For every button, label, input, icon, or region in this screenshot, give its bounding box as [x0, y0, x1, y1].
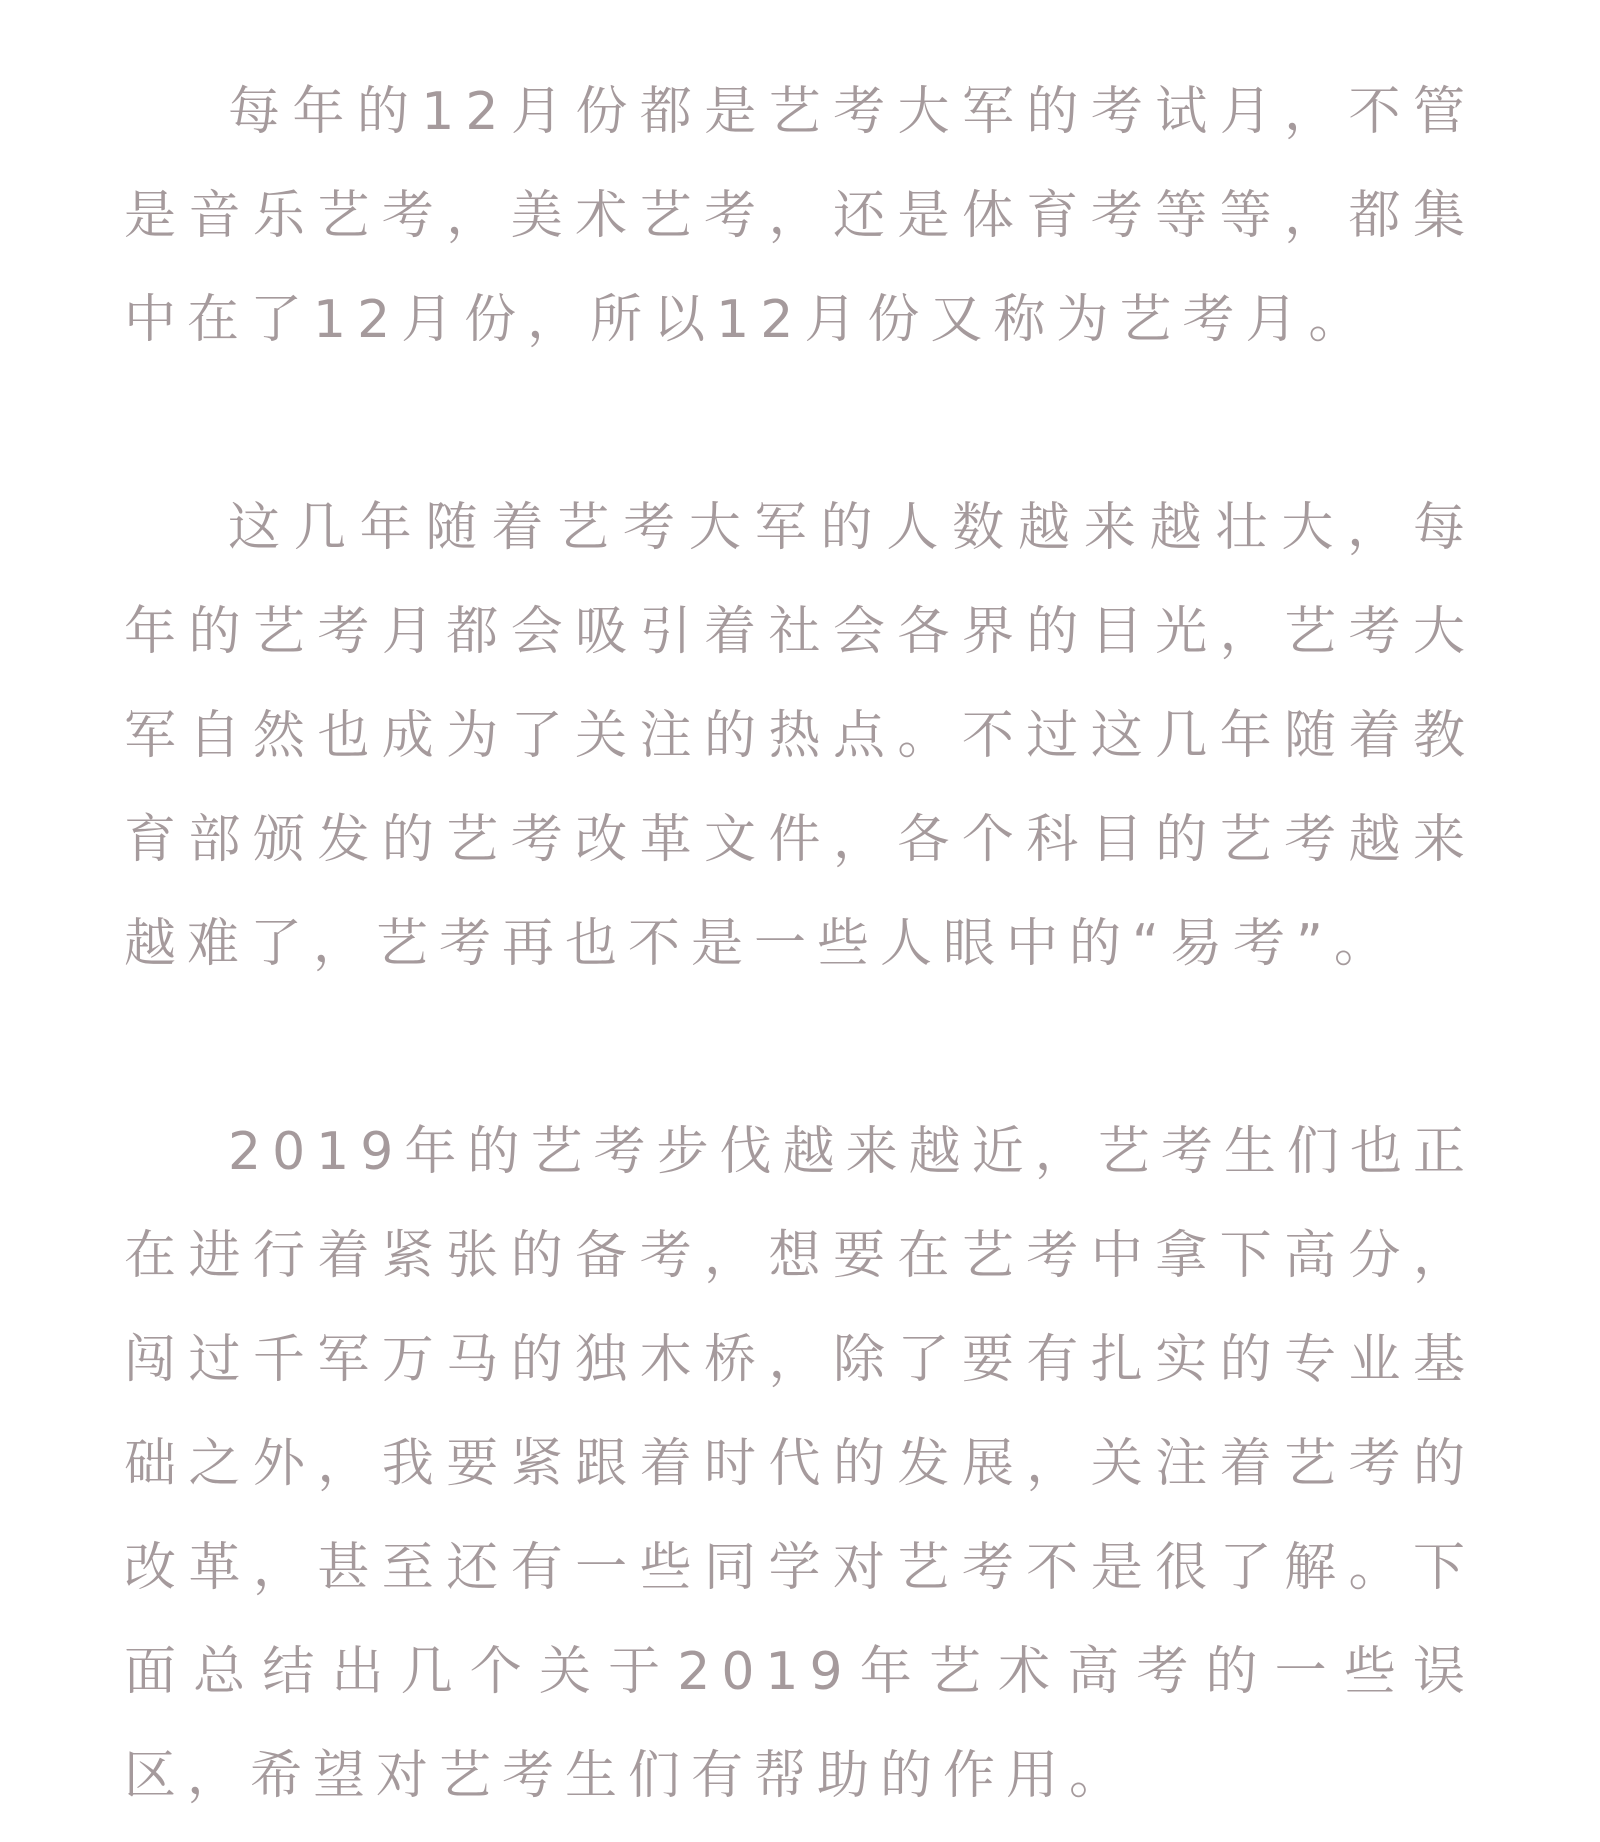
- paragraph-misconceptions: 2019年的艺考步伐越来越近，艺考生们也正在进行着紧张的备考，想要在艺考中拿下高分，闯过千军万马的独木桥，除了要有扎实的专业基础之外，我要紧跟着时代的发展，关注着艺考的改革，甚至还有一些同学对艺考不是很了解。下面总结出几个关于2019年艺术高考的一些误区，希望对艺考生们有帮助的作用。: [124, 1122, 1476, 1806]
- paragraph-reform: 这几年随着艺考大军的人数越来越壮大，每年的艺考月都会吸引着社会各界的目光，艺考大军自然也成为了关注的热点。不过这几年随着教育部颁发的艺考改革文件，各个科目的艺考越来越难了，艺考再也不是一些人眼中的“易考”。: [124, 498, 1476, 974]
- paragraph-intro: 每年的12月份都是艺考大军的考试月，不管是音乐艺考，美术艺考，还是体育考等等，都集中在了12月份，所以12月份又称为艺考月。: [124, 82, 1476, 350]
- article-body: [124, 60, 1476, 1828]
